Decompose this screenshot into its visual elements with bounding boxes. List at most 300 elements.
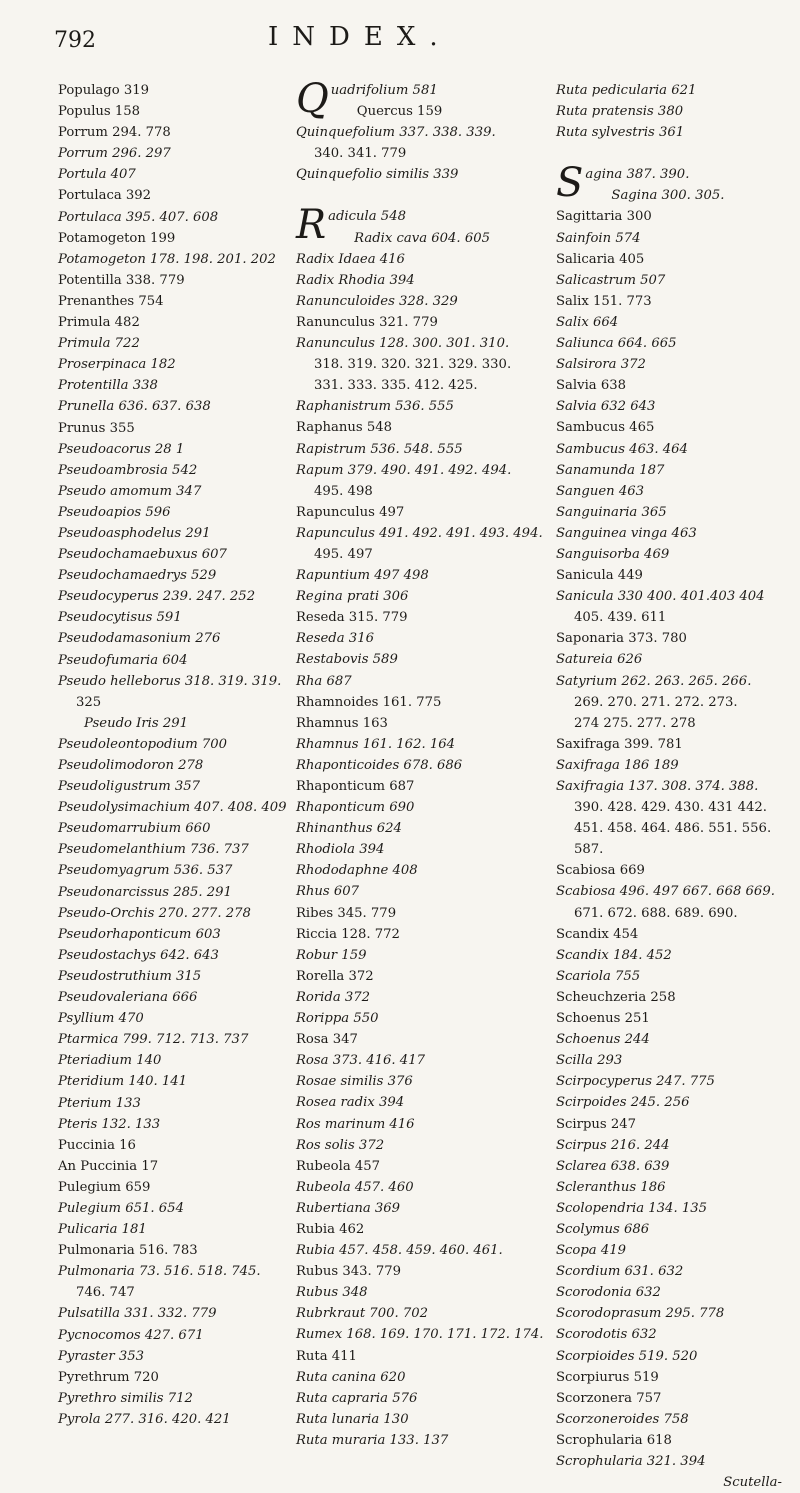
index-entry-continuation (58, 692, 268, 713)
index-entry (58, 966, 268, 987)
index-entry (58, 1219, 268, 1240)
index-entry (556, 1261, 788, 1282)
index-entry-text: Potamogeton 178. 198. 201. 202 (58, 251, 276, 267)
index-entry (58, 122, 268, 143)
index-entry (556, 1346, 788, 1367)
index-entry (556, 460, 788, 481)
index-entry (296, 1092, 532, 1113)
index-entry (58, 1261, 268, 1282)
index-entry-text: Ranunculus 128. 300. 301. 310. (296, 336, 510, 352)
index-entry (296, 122, 532, 143)
index-entry (296, 649, 532, 670)
index-entry-text: adicula 548 (328, 209, 406, 225)
index-entry (296, 1029, 532, 1050)
index-entry-text: Reseda 316 (296, 631, 374, 647)
index-entry-text: Scorzonera 757 (556, 1390, 662, 1406)
index-entry (58, 1029, 268, 1050)
index-entry-text: Rubertiana 369 (296, 1200, 401, 1216)
index-entry-text: Regina prati 306 (296, 589, 409, 605)
index-entry-text: Radix Idaea 416 (296, 251, 405, 267)
index-entry (296, 1177, 532, 1198)
index-entry-text: Ruta muraria 133. 137 (296, 1432, 449, 1448)
index-entry (556, 249, 788, 270)
index-entry-text: Pseudorhaponticum 603 (58, 926, 221, 942)
index-entry-text: Pseudostruthium 315 (58, 968, 202, 984)
index-entry-text: Rubeola 457. 460 (296, 1179, 414, 1195)
index-entry (58, 1325, 268, 1346)
index-entry (556, 1198, 788, 1219)
index-entry-text: Raphanus 548 (296, 420, 393, 436)
index-entry-text: Scorzoneroides 758 (556, 1411, 689, 1427)
index-entry (296, 755, 532, 776)
index-entry-text: Scorpioides 519. 520 (556, 1348, 698, 1364)
index-entry-text: Pulsatilla 331. 332. 779 (58, 1306, 217, 1322)
index-entry-text: Portula 407 (58, 167, 136, 183)
index-entry (556, 1008, 788, 1029)
index-entry-text: uadrifolium 581 (330, 83, 438, 98)
index-entry-text: agina 387. 390. (585, 167, 690, 183)
index-entry-text: Rhodiola 394 (296, 842, 385, 858)
index-entry-text: Radix cava 604. 605 (354, 230, 490, 246)
index-entry (58, 1156, 268, 1177)
index-entry (296, 249, 532, 270)
index-entry-text: Pterium 133 (58, 1095, 141, 1111)
index-entry-text: Pyrethro similis 712 (58, 1390, 193, 1406)
index-column-1 (58, 80, 287, 1430)
index-entry (556, 502, 788, 523)
index-entry-text: Porrum 296. 297 (58, 146, 171, 162)
index-entry (296, 439, 532, 460)
index-entry-text: Rapistrum 536. 548. 555 (296, 441, 463, 457)
index-entry (58, 101, 268, 122)
index-entry-text: Sclarea 638. 639 (556, 1158, 670, 1174)
index-entry-text: Pseudoambrosia 542 (58, 462, 198, 478)
index-entry-text: Pseudo-Orchis 270. 277. 278 (58, 905, 251, 921)
index-entry-text: Pseudoligustrum 357 (58, 779, 201, 795)
index-entry-text: Portulaca 392 (58, 188, 152, 204)
index-entry-text: Potentilla 338. 779 (58, 272, 185, 288)
index-column-3 (556, 80, 788, 1493)
index-entry-text: Rubus 343. 779 (296, 1264, 402, 1280)
index-entry-text: 495. 498 (314, 483, 373, 499)
index-entry (556, 122, 788, 143)
index-entry (556, 1177, 788, 1198)
index-entry-text: Scorodonia 632 (556, 1285, 661, 1301)
section-initial: R (296, 202, 327, 249)
index-entry-text: Pseudovaleriana 666 (58, 990, 198, 1006)
index-entry-text: Potamogeton 199 (58, 230, 176, 246)
index-entry (58, 481, 268, 502)
index-entry (296, 1198, 532, 1219)
index-entry-text: Ruta pedicularia 621 (556, 83, 697, 98)
index-entry-text: Sanamunda 187 (556, 462, 665, 478)
index-entry (58, 797, 287, 818)
running-title: INDEX. (268, 22, 452, 52)
index-entry-text: Ranunculoides 328. 329 (296, 293, 458, 309)
index-entry-text: Satyrium 262. 263. 265. 266. (556, 673, 752, 689)
index-entry-text: Salix 151. 773 (556, 293, 652, 309)
index-entry-text: Pseudochamaedrys 529 (58, 568, 217, 584)
index-entry-continuation (296, 481, 532, 502)
index-entry-text: Rapum 379. 490. 491. 492. 494. (296, 462, 512, 478)
index-entry-text: Scirpus 247 (556, 1116, 637, 1132)
index-entry-text: Raphanistrum 536. 555 (296, 399, 454, 415)
index-entry-text: 274 275. 277. 278 (574, 715, 696, 731)
index-entry-text: Scabiosa 496. 497 667. 668 669. (556, 884, 775, 900)
index-entry (296, 734, 532, 755)
index-entry-text: 318. 319. 320. 321. 329. 330. (314, 357, 512, 373)
index-entry (556, 333, 788, 354)
index-entry-text: Ruta capraria 576 (296, 1390, 418, 1406)
index-entry-text: Rhinanthus 624 (296, 821, 402, 837)
index-entry (58, 945, 268, 966)
index-entry-text: Rorippa 550 (296, 1011, 379, 1027)
index-entry (296, 903, 532, 924)
index-entry-text: Pseudonarcissus 285. 291 (58, 884, 232, 900)
index-entry (556, 1409, 788, 1430)
index-entry (556, 776, 788, 797)
index-entry (556, 1071, 788, 1092)
index-entry (296, 1219, 532, 1240)
index-entry (556, 1219, 788, 1240)
index-entry-text: 746. 747 (76, 1285, 135, 1301)
index-entry-text: Pseudo helleborus 318. 319. 319. (58, 673, 282, 689)
index-entry-text: Salsirora 372 (556, 357, 646, 373)
index-entry-text: Pyraster 353 (58, 1348, 145, 1364)
index-entry-text: Puccinia 16 (58, 1137, 136, 1153)
index-entry (296, 396, 532, 417)
index-entry (556, 439, 788, 460)
index-entry (296, 1071, 532, 1092)
index-entry (58, 671, 282, 692)
index-entry (556, 565, 788, 586)
index-entry (296, 523, 543, 544)
index-entry (296, 1324, 544, 1345)
index-entry (556, 1282, 788, 1303)
index-entry-continuation (556, 713, 788, 734)
index-entry-text: Protentilla 338 (58, 378, 158, 394)
index-entry (58, 607, 268, 628)
index-entry-text: Salicaria 405 (556, 251, 645, 267)
index-entry-text: Scorodotis 632 (556, 1327, 657, 1343)
index-entry (296, 607, 532, 628)
index-entry (58, 565, 268, 586)
index-entry (58, 1303, 268, 1324)
index-entry-text: Rubrkraut 700. 702 (296, 1306, 429, 1322)
index-entry (296, 228, 532, 249)
index-entry-text: Rapuntium 497 498 (296, 568, 429, 584)
index-entry-text: Pseudolimodoron 278 (58, 758, 204, 773)
index-entry-text: Scrophularia 321. 394 (556, 1454, 706, 1469)
index-entry-text: Pseudoacorus 28 1 (58, 441, 185, 457)
index-entry (296, 586, 532, 607)
index-entry (296, 776, 532, 797)
section-initial: Q (296, 76, 329, 122)
index-entry (556, 417, 788, 438)
index-entry (296, 270, 532, 291)
index-entry-text: Ruta 411 (296, 1348, 357, 1364)
index-entry (556, 924, 788, 945)
index-entry (296, 1008, 532, 1029)
index-entry-text: Ptarmica 799. 712. 713. 737 (58, 1032, 249, 1048)
index-column-2 (296, 76, 544, 1451)
index-entry-text: Scabiosa 669 (556, 863, 645, 879)
index-entry (296, 860, 532, 881)
index-entry (556, 396, 788, 417)
index-entry-text: Ruta canina 620 (296, 1369, 406, 1385)
index-entry (556, 860, 788, 881)
index-entry (296, 881, 532, 902)
index-entry (296, 1156, 532, 1177)
index-entry-continuation (556, 818, 788, 839)
index-entry (556, 1430, 788, 1451)
index-entry-text: Saxifraga 186 189 (556, 757, 679, 773)
index-entry-continuation (58, 1282, 268, 1303)
index-entry (296, 945, 532, 966)
index-entry-text: 331. 333. 335. 412. 425. (314, 378, 478, 394)
index-entry (296, 839, 532, 860)
index-entry (58, 396, 268, 417)
index-entry (296, 692, 532, 713)
index-entry-text: Prenanthes 754 (58, 293, 164, 309)
index-entry-text: 390. 428. 429. 430. 431 442. (574, 800, 767, 816)
index-entry-text: Sanicula 449 (556, 568, 643, 584)
index-entry (556, 734, 788, 755)
index-entry-text: 587. (574, 842, 604, 858)
index-entry (296, 164, 532, 185)
index-entry (556, 1451, 788, 1472)
section-initial: S (556, 160, 584, 207)
index-entry (58, 523, 268, 544)
index-entry-text: Pseudo amomum 347 (58, 483, 202, 499)
index-entry (556, 1092, 788, 1113)
index-entry-text: Sainfoin 574 (556, 230, 641, 246)
index-entry (58, 818, 268, 839)
index-entry (58, 333, 268, 354)
index-entry-text: Scandix 184. 452 (556, 947, 672, 963)
index-entry-text: Ruta lunaria 130 (296, 1411, 409, 1427)
index-entry (58, 164, 268, 185)
index-entry (556, 1156, 788, 1177)
index-entry (556, 1114, 788, 1135)
index-entry-text: Ruta pratensis 380 (556, 104, 684, 120)
index-entry (58, 1346, 268, 1367)
index-entry-continuation (296, 375, 532, 396)
index-entry (556, 544, 788, 565)
index-entry-text: Pseudoasphodelus 291 (58, 525, 211, 541)
index-entry-text: Pulicaria 181 (58, 1222, 147, 1238)
index-entry (296, 417, 532, 438)
index-entry (296, 1240, 532, 1261)
index-entry-text: Pseudomarrubium 660 (58, 821, 211, 837)
index-entry (58, 228, 268, 249)
index-entry-text: Ranunculus 321. 779 (296, 314, 438, 330)
index-entry (556, 966, 788, 987)
index-entry (296, 460, 532, 481)
index-entry-text: Salicastrum 507 (556, 272, 666, 288)
index-entry-text: Populago 319 (58, 83, 150, 98)
index-entry-text: Pseudoapios 596 (58, 504, 171, 520)
index-entry (58, 1388, 268, 1409)
index-entry (58, 460, 268, 481)
index-entry-text: Primula 482 (58, 315, 140, 331)
index-entry (296, 1050, 532, 1071)
index-entry (556, 101, 788, 122)
index-entry (58, 354, 268, 375)
index-entry-continuation (296, 354, 532, 375)
index-entry-text: Sanicula 330 400. 401.403 404 (556, 589, 765, 605)
index-entry-text: Scariola 755 (556, 968, 641, 984)
index-entry-continuation (556, 839, 788, 860)
index-entry (58, 312, 268, 333)
index-entry-text: Pseudoleontopodium 700 (58, 736, 228, 752)
index-entry-text: Pteris 132. 133 (58, 1116, 161, 1132)
index-entry-continuation (556, 797, 788, 818)
index-entry-text: Rapunculus 497 (296, 504, 405, 520)
index-entry-text: Portulaca 395. 407. 608 (58, 209, 219, 225)
index-entry-text: Radix Rhodia 394 (296, 272, 415, 288)
index-entry (58, 1071, 268, 1092)
index-entry (58, 776, 268, 797)
index-entry-text: Rubus 348 (296, 1285, 368, 1301)
index-entry-text: Rhododaphne 408 (296, 863, 418, 879)
index-entry (58, 586, 268, 607)
index-entry (58, 143, 268, 164)
index-entry-text: Rosa 373. 416. 417 (296, 1053, 425, 1069)
index-entry (556, 628, 788, 649)
index-entry (296, 713, 532, 734)
index-entry (296, 1303, 532, 1324)
index-entry-text: Salvia 632 643 (556, 399, 656, 415)
index-entry-text: Rhamnoides 161. 775 (296, 694, 442, 710)
index-entry-text: Rubia 457. 458. 459. 460. 461. (296, 1243, 503, 1259)
index-entry-text: Pulegium 659 (58, 1179, 151, 1195)
index-entry-text: Prunella 636. 637. 638 (58, 399, 211, 415)
index-entry-text: Pseudocytisus 591 (58, 610, 182, 626)
index-entry-text: Scandix 454 (556, 926, 639, 942)
index-entry-text: Ruta sylvestris 361 (556, 125, 685, 141)
index-entry (296, 1282, 532, 1303)
index-entry-text: Sanguinea vinga 463 (556, 525, 697, 541)
index-entry-text: Restabovis 589 (296, 652, 398, 668)
index-entry (58, 755, 268, 776)
index-entry-text: Pseudochamaebuxus 607 (58, 547, 227, 563)
index-entry-text: Quinquefolio similis 339 (296, 167, 459, 183)
index-entry-text: Pseudolysimachium 407. 408. 409 (58, 800, 287, 816)
index-entry (296, 333, 532, 354)
index-entry (58, 1050, 268, 1071)
index-entry (296, 1346, 532, 1367)
index-entry-text: Pseudo Iris 291 (84, 715, 189, 731)
index-entry-text: 671. 672. 688. 689. 690. (574, 905, 738, 921)
index-entry (58, 860, 268, 881)
index-entry-text: Scirpocyperus 247. 775 (556, 1074, 715, 1090)
page-number: 792 (54, 28, 96, 53)
index-entry (296, 818, 532, 839)
index-entry-text: Rosa 347 (296, 1032, 358, 1048)
index-entry (296, 312, 532, 333)
index-entry (556, 228, 788, 249)
index-entry-text: Pyrola 277. 316. 420. 421 (58, 1411, 231, 1427)
index-entry (296, 1261, 532, 1282)
index-entry (556, 1029, 788, 1050)
index-entry-text: An Puccinia 17 (58, 1158, 159, 1174)
section-gap (556, 143, 788, 164)
index-entry (58, 185, 268, 206)
index-entry (58, 628, 268, 649)
index-entry-text: Scorodoprasum 295. 778 (556, 1306, 725, 1322)
index-entry-text: 325 (76, 694, 102, 710)
index-entry (556, 481, 788, 502)
index-entry-text: Rhaponticum 687 (296, 779, 415, 794)
index-entry-text: Porrum 294. 778 (58, 125, 171, 141)
index-entry-text: Reseda 315. 779 (296, 610, 408, 626)
index-entry-text: Sanguisorba 469 (556, 546, 670, 562)
index-entry (58, 650, 268, 671)
index-entry-text: 340. 341. 779 (314, 146, 407, 162)
index-entry (296, 924, 532, 945)
index-entry (58, 924, 268, 945)
index-entry-text: Sambucus 465 (556, 420, 655, 436)
index-entry (296, 628, 532, 649)
index-entry-text: Sagittaria 300 (556, 209, 652, 225)
index-entry (556, 649, 788, 670)
index-entry (58, 375, 268, 396)
index-entry-text: Scheuchzeria 258 (556, 989, 676, 1005)
index-entry-text: Pseudodamasonium 276 (58, 631, 221, 647)
index-entry (296, 502, 532, 523)
index-entry (58, 207, 268, 228)
index-entry-text: Rumex 168. 169. 170. 171. 172. 174. (296, 1327, 544, 1343)
index-entry (58, 544, 268, 565)
index-entry (556, 671, 788, 692)
index-entry (296, 987, 532, 1008)
index-entry (296, 101, 532, 122)
index-entry-text: Ros solis 372 (296, 1137, 385, 1153)
index-entry-text: Salvia 638 (556, 378, 627, 394)
index-entry-text: Pseudomyagrum 536. 537 (58, 863, 233, 879)
index-entry-text: Rhamnus 161. 162. 164 (296, 736, 456, 752)
index-entry (556, 375, 788, 396)
index-entry-text: 495. 497 (314, 546, 373, 562)
index-entry (556, 206, 788, 227)
index-entry (556, 312, 788, 333)
index-entry (556, 881, 788, 902)
index-entry-text: Sambucus 463. 464 (556, 441, 688, 457)
index-entry (58, 987, 268, 1008)
index-entry-text: Scirpoides 245. 256 (556, 1095, 690, 1111)
index-entry-text: Rapunculus 491. 492. 491. 493. 494. (296, 525, 543, 541)
index-entry (296, 565, 532, 586)
index-entry (58, 713, 268, 734)
index-entry-text: Scolymus 686 (556, 1221, 650, 1237)
index-entry-text: Quercus 159 (356, 104, 443, 120)
index-entry-text: Saponaria 373. 780 (556, 631, 687, 647)
index-entry-text: 451. 458. 464. 486. 551. 556. (574, 821, 772, 837)
index-entry (58, 903, 268, 924)
index-entry (58, 439, 268, 460)
index-entry (58, 418, 268, 439)
index-entry-continuation (556, 607, 788, 628)
index-entry-continuation (296, 544, 532, 565)
index-entry-text: Pteridium 140. 141 (58, 1074, 188, 1090)
index-entry-text: Prunus 355 (58, 420, 135, 436)
index-entry-text: Saliunca 664. 665 (556, 336, 677, 352)
index-entry (58, 1240, 268, 1261)
index-entry-text: Rhus 607 (296, 884, 360, 900)
index-entry-text: Proserpinaca 182 (58, 357, 176, 373)
index-entry-text: Primula 722 (58, 336, 140, 352)
